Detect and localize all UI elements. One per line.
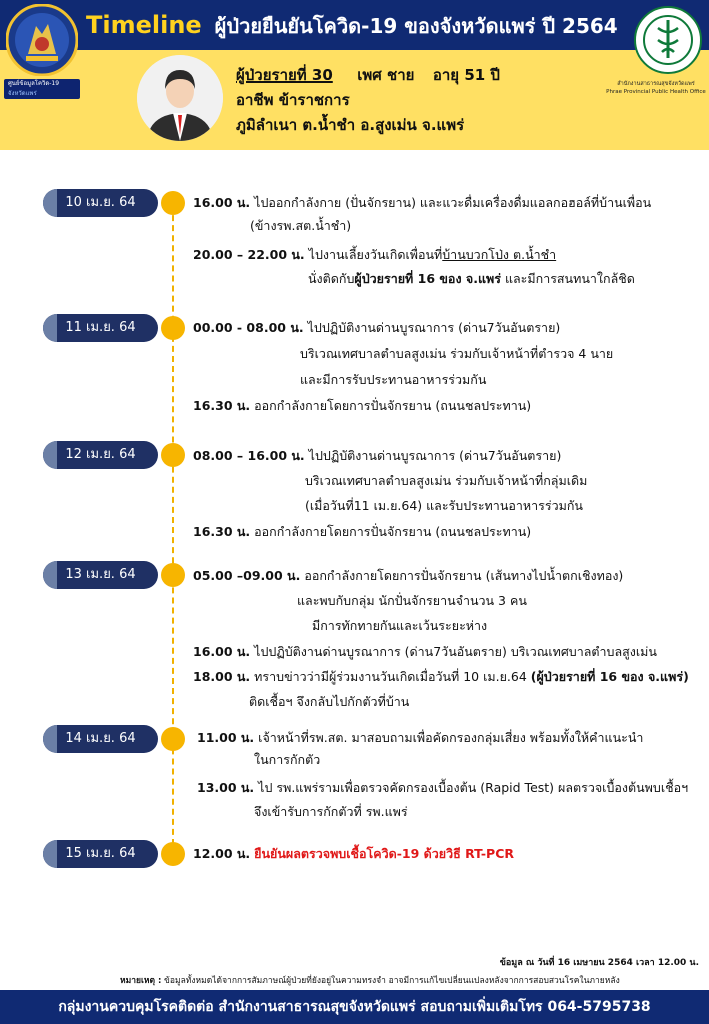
timeline-event — [193, 191, 651, 215]
event-text: ไปงานเลี้ยงวันเกิดเพื่อนที่ — [308, 247, 443, 262]
date-pill — [43, 840, 158, 868]
event-time: 05.00 –09.00 น. — [193, 568, 301, 583]
event-text: ไปปฏิบัติงานด่านบูรณาการ (ด่าน7วันอันตราย) — [308, 448, 562, 463]
event-time: 08.00 – 16.00 น. — [193, 448, 305, 463]
remark-text: ข้อมูลทั้งหมดได้จากการสัมภาษณ์ผู้ป่วยที่ยังอยู่ในความทรงจำ อาจมีการแก้ไขเปลี่ยนแปลงหลังจากการสอบสวนโรคในภายหลัง — [161, 976, 620, 986]
event-text: ไปปฏิบัติงานด่านบูรณาการ (ด่าน7วันอันตราย) บริเวณเทศบาลตำบลสูงเม่น — [254, 644, 657, 659]
event-text: และพบกับกลุ่ม นักปั่นจักรยานจำนวน 3 คน — [297, 593, 527, 608]
event-time: 18.00 น. — [193, 669, 251, 684]
date-pill — [43, 314, 158, 342]
timeline-dot — [161, 443, 185, 467]
date-label: 15 เม.ย. 64 — [65, 846, 136, 861]
event-text: ออกกำลังกายโดยการปั่นจักรยาน (ถนนชลประทาน) — [254, 398, 532, 413]
event-text: ออกกำลังกายโดยการปั่นจักรยาน (เส้นทางไปน้ำตกเชิงทอง) — [304, 568, 624, 583]
timeline-event — [193, 640, 657, 664]
timeline-event — [197, 726, 643, 750]
timeline-event — [193, 520, 531, 544]
footer-contact: กลุ่มงานควบคุมโรคติดต่อ สำนักงานสาธารณสุขจังหวัดแพร่ สอบถามเพิ่มเติมโทร 064-5795738 — [0, 990, 709, 1024]
event-time: 16.30 น. — [193, 524, 251, 539]
event-time: 20.00 – 22.00 น. — [193, 247, 305, 262]
date-pill — [43, 441, 158, 469]
ministry-public-health-logo — [634, 6, 702, 74]
confirmed-result: ยืนยันผลตรวจพบเชื้อโควิด-19 ด้วยวิธี RT-PCR — [254, 846, 515, 861]
covid-data-center-label — [4, 79, 80, 99]
data-asof-note: ข้อมูล ณ วันที่ 16 เมษายน 2564 เวลา 12.00 น. — [499, 958, 699, 968]
event-text: ไปออกกำลังกาย (ปั่นจักรยาน) และแวะดื่มเครื่องดื่มแอลกอฮอล์ที่บ้านเพื่อน — [254, 195, 652, 210]
event-text: มีการทักทายกันและเว้นระยะห่าง — [312, 618, 488, 633]
event-text: เจ้าหน้าที่รพ.สต. มาสอบถามเพื่อคัดกรองกลุ่มเสี่ยง พร้อมทั้งให้คำแนะนำ — [258, 730, 644, 745]
date-label: 11 เม.ย. 64 — [65, 320, 136, 335]
remark-label: หมายเหตุ : — [120, 976, 162, 986]
patient-avatar — [137, 55, 223, 141]
patient-case-number: ผู้ป่วยรายที่ 30 — [236, 66, 333, 84]
office-name — [604, 80, 708, 96]
timeline-dot — [161, 842, 185, 866]
timeline-event — [193, 394, 531, 418]
patient-sex: เพศ ชาย — [357, 66, 415, 84]
office-name-english: Phrae Provincial Public Health Office — [606, 89, 706, 95]
timeline-event — [193, 243, 556, 267]
timeline-dot — [161, 191, 185, 215]
timeline-dot — [161, 563, 185, 587]
event-text: บริเวณเทศบาลตำบลสูงเม่น ร่วมกับเจ้าหน้าที่ตำรวจ 4 นาย — [300, 346, 614, 361]
date-label: 10 เม.ย. 64 — [65, 195, 136, 210]
date-pill — [43, 561, 158, 589]
title-text: ผู้ป่วยยืนยันโควิด-19 ของจังหวัดแพร่ ปี 2564 — [214, 14, 618, 38]
date-label: 14 เม.ย. 64 — [65, 731, 136, 746]
patient-info — [236, 63, 500, 138]
logo-left-line1: ศูนย์ข้อมูลโควิด-19 — [8, 80, 60, 87]
page-title — [86, 10, 618, 42]
event-text: ทราบข่าวว่ามีผู้ร่วมงานวันเกิดเมื่อวันที่ 10 เม.ย.64 — [254, 669, 531, 684]
event-time: 16.00 น. — [193, 644, 251, 659]
event-time: 16.30 น. — [193, 398, 251, 413]
patient-age: อายุ 51 ปี — [432, 66, 500, 84]
date-label: 13 เม.ย. 64 — [65, 567, 136, 582]
event-time: 12.00 น. — [193, 846, 251, 861]
event-text: (เมื่อวันที่11 เม.ย.64) และรับประทานอาหารร่วมกัน — [305, 498, 583, 513]
date-pill — [43, 725, 158, 753]
title-bar — [0, 0, 709, 50]
event-text: ติดเชื้อฯ จึงกลับไปกักตัวที่บ้าน — [249, 694, 410, 709]
related-case: ผู้ป่วยรายที่ 16 ของ จ.แพร่ — [354, 271, 501, 286]
provincial-emblem-logo — [6, 4, 78, 76]
event-text-part: นั่งติดกับ — [308, 271, 355, 286]
event-text-part: และมีการสนทนาใกล้ชิด — [500, 271, 635, 286]
event-text: ไป รพ.แพร่รามเพื่อตรวจคัดกรองเบื้องต้น (Rapid Test) ผลตรวจเบื้องต้นพบเชื้อฯ — [258, 780, 689, 795]
logo-left-line2: จังหวัดแพร่ — [8, 90, 37, 97]
event-location: บ้านบวกโป่ง ต.น้ำชำ — [442, 247, 557, 262]
timeline-event — [193, 842, 514, 866]
event-text: ในการกักตัว — [254, 752, 321, 767]
event-time: 00.00 - 08.00 น. — [193, 320, 304, 335]
header-banner — [0, 0, 709, 150]
patient-occupation: อาชีพ ข้าราชการ — [236, 91, 350, 109]
event-text: จึงเข้ารับการกักตัวที่ รพ.แพร่ — [254, 804, 408, 819]
event-time: 11.00 น. — [197, 730, 255, 745]
timeline-event — [193, 444, 561, 468]
event-text: (ข้างรพ.สต.น้ำชำ) — [250, 218, 352, 233]
date-label: 12 เม.ย. 64 — [65, 447, 136, 462]
timeline-dot — [161, 727, 185, 751]
patient-hometown: ภูมิลำเนา ต.น้ำชำ อ.สูงเม่น จ.แพร่ — [236, 116, 465, 134]
event-time: 13.00 น. — [197, 780, 255, 795]
event-text: ไปปฏิบัติงานด่านบูรณาการ (ด่าน7วันอันตราย) — [307, 320, 561, 335]
event-text: บริเวณเทศบาลตำบลสูงเม่น ร่วมกับเจ้าหน้าที่กลุ่มเดิม — [305, 473, 588, 488]
event-text: และมีการรับประทานอาหารร่วมกัน — [300, 372, 487, 387]
timeline-dot — [161, 316, 185, 340]
date-pill — [43, 189, 158, 217]
timeline-event — [193, 665, 689, 689]
remark-note — [120, 973, 620, 987]
timeline-event — [193, 564, 623, 588]
timeline-event — [197, 776, 688, 800]
title-highlight: Timeline — [86, 11, 202, 39]
event-text: ออกกำลังกายโดยการปั่นจักรยาน (ถนนชลประทาน) — [254, 524, 532, 539]
event-time: 16.00 น. — [193, 195, 251, 210]
office-name-thai: สำนักงานสาธารณสุขจังหวัดแพร่ — [617, 81, 695, 87]
related-case: (ผู้ป่วยรายที่ 16 ของ จ.แพร่) — [530, 669, 689, 684]
timeline-event — [193, 316, 560, 340]
event-text — [308, 267, 635, 291]
timeline-axis — [172, 205, 174, 855]
